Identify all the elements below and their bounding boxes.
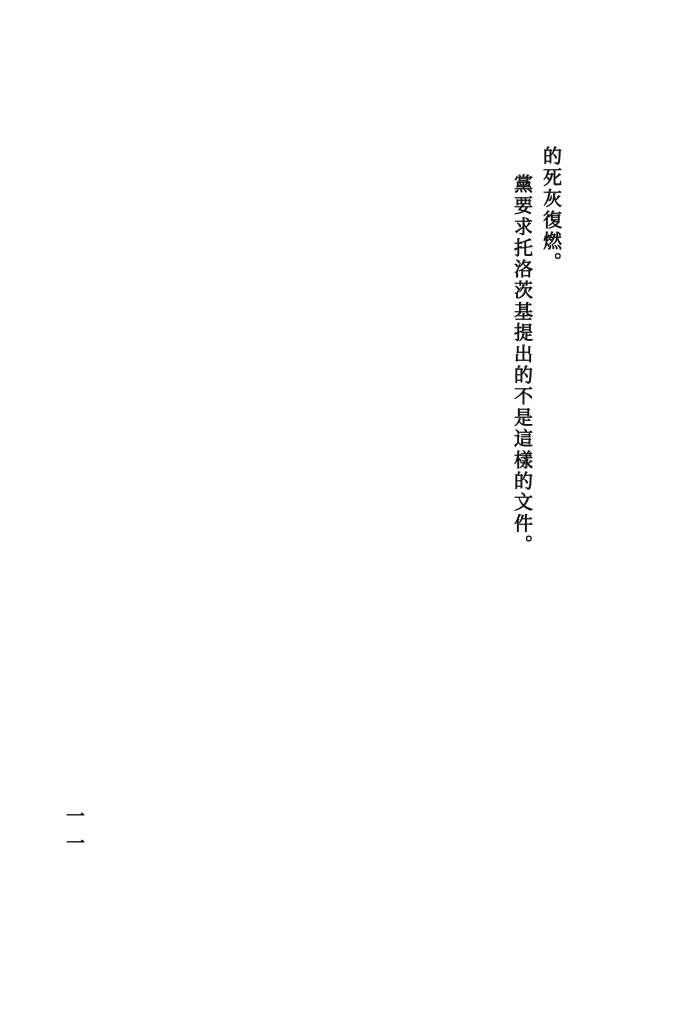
page-number: 一一 [63,806,85,860]
body-column-1: 的死灰復燃。 [540,146,562,274]
body-column-2: 黨要求托洛茨基提出的不是這樣的文件。 [511,174,533,556]
